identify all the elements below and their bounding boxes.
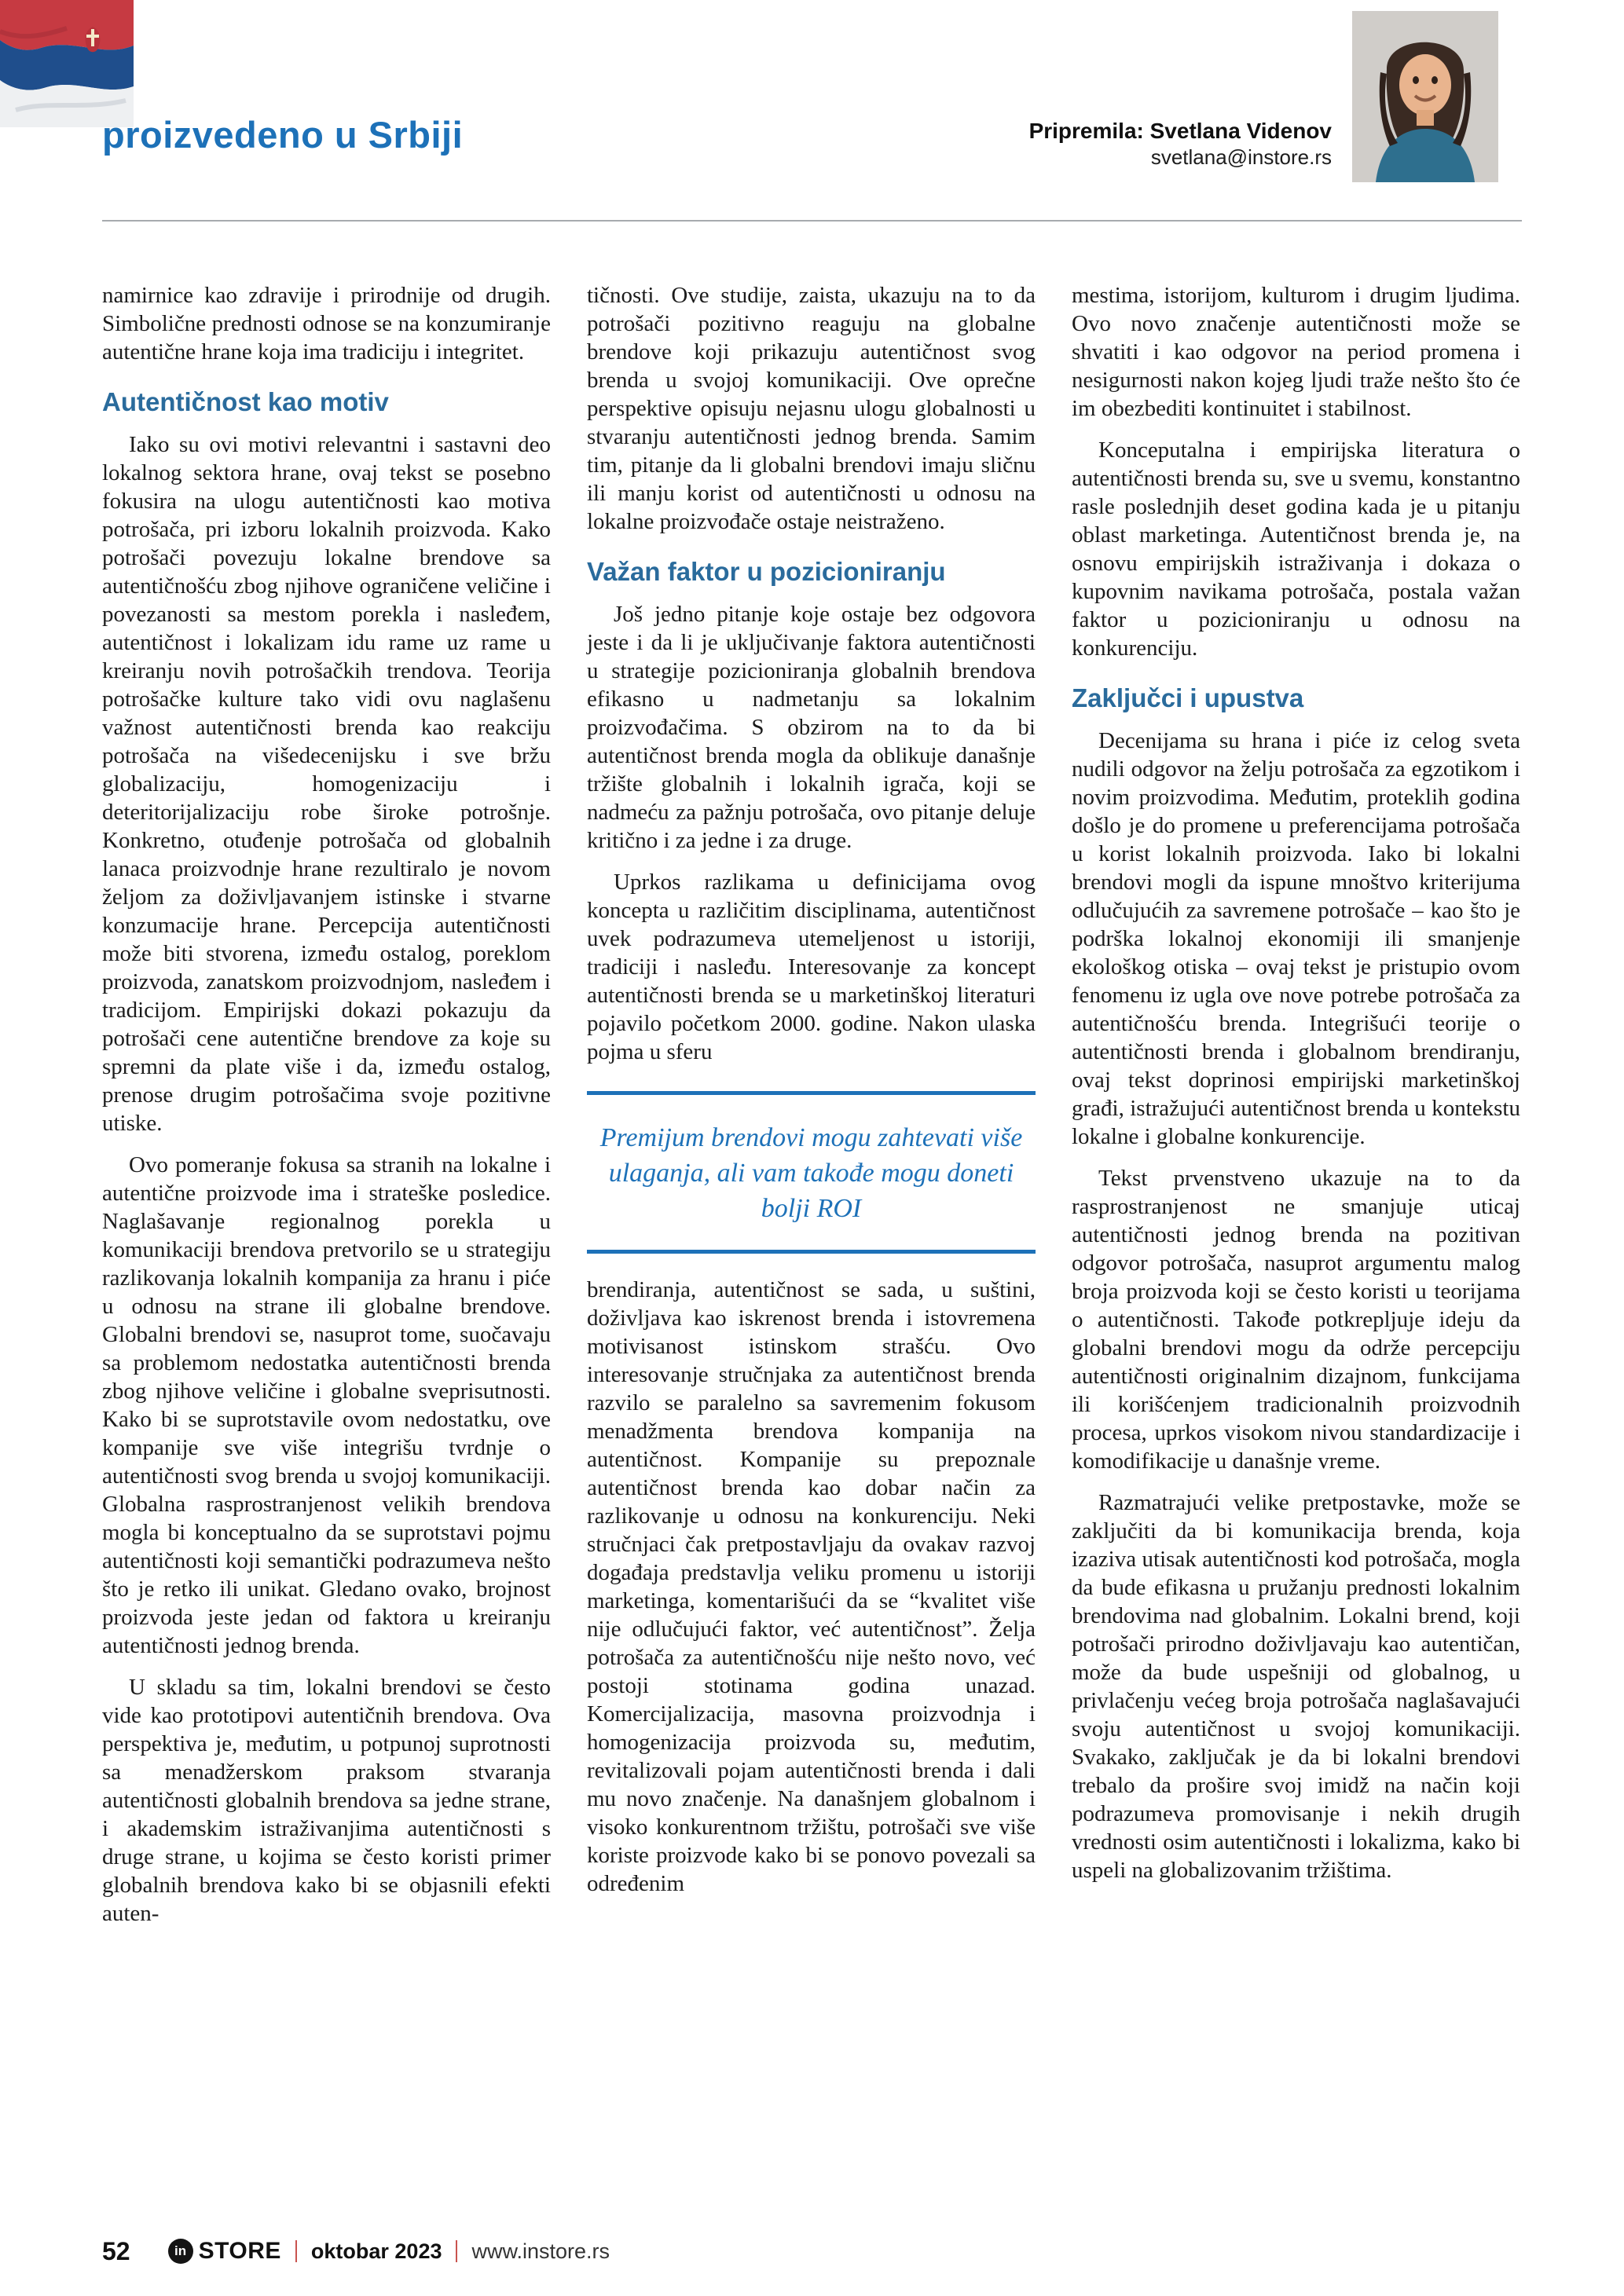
- instore-logo-icon: in: [168, 2239, 193, 2264]
- page-footer: [102, 2236, 610, 2267]
- footer-issue-date: oktobar 2023: [310, 2239, 442, 2263]
- byline-email: svetlana@instore.rs: [1150, 145, 1332, 169]
- author-photo-graphic: [1352, 11, 1498, 182]
- paragraph: Uprkos razlikama u definicijama ovog koncepta u različitim disciplinama, autentičnost uvek podrazumeva utemeljenost u istoriji, tradiciji i nasleđu. Interesovanje za koncept autentičnosti brenda se u marketinškoj literaturi pojavilo početkom 2000. godine. Nakon ulaska pojma u sferu: [587, 870, 1036, 1064]
- instore-logo: [168, 2238, 281, 2265]
- section-heading: Važan faktor u pozicioniranju: [587, 557, 946, 586]
- paragraph: Iako su ovi motivi relevantni i sastavni deo lokalnog sektora hrane, ovaj tekst se posebno fokusira na ulogu autentičnosti kao motiva potrošača, pri izboru lokalnih proizvoda. Kako potrošači povezuju lokalne brendove sa autentičnošću zbog njihove ograničene veličine i povezanosti sa mestom porekla i nasleđem, autentičnost i lokalizam idu rame uz rame u kreiranju novih potrošačkih trendova. Teorija potrošačke kulture tako vidi ovu naglašenu važnost autentičnosti brenda kao reakciju potrošača na višedecenijsku i sve bržu globalizaciju, homogenizaciju i deteritorijalizaciju robe široke potrošnje. Konkretno, otuđenje potrošača od globalnih lanaca proizvodnje hrane rezultiralo je novom željom za doživljavanjem istinske i stvarne konzumacije hrane. Percepcija autentičnosti može biti stvorena, između ostalog, poreklom proizvoda, zanatskom proizvodnjom, nasleđem i tradicijom. Empirijski dokazi pokazuju da potrošači cene autentične brendove za koje su spremni da plate više i da, između ostalog, prenose drugim potrošačima svoje pozitivne utiske.: [102, 432, 551, 1136]
- footer-website: www.instore.rs: [471, 2239, 610, 2263]
- paragraph: Decenijama su hrana i piće iz celog sveta nudili odgovor na želju potrošača za egzotikom i novim proizvodima. Međutim, proteklih godina došlo je do promene u preferencijama potrošača u korist lokalnih proizvoda. Iako bi lokalni brendovi mogli da ispune mnoštvo kriterijuma odlučujućih za savremene potrošače – kao što je podrška lokalnoj ekonomiji ili smanjenje ekološkog otiska – ovaj tekst je pristupio ovom fenomenu iz ugla ove nove potrebe potrošača za autentičnošću brenda. Integrišući teorije o autentičnosti brenda i globalnom brendiranju, ovaj tekst doprinosi empirijski marketinškoj građi, istražujući autentičnost brenda u kontekstu lokalne i globalne konkurencije.: [1072, 728, 1520, 1149]
- column-3: [1072, 281, 1520, 2228]
- article-body: [102, 281, 1522, 2228]
- section-heading: Autentičnost kao motiv: [102, 387, 389, 416]
- author-photo: [1352, 11, 1498, 182]
- column-2: [587, 281, 1036, 2228]
- paragraph: mestima, istorijom, kulturom i drugim ljudima. Ovo novo značenje autentičnosti može se shvatiti i kao odgovor na period promena i nesigurnosti nakon kojeg ljudi traže nešto što će im obezbediti kontinuitet i stabilnost.: [1072, 283, 1520, 421]
- serbia-flag-image: [0, 0, 134, 127]
- footer-separator: [456, 2240, 457, 2262]
- paragraph: Još jedno pitanje koje ostaje bez odgovora jeste i da li je uključivanje faktora autentičnosti u strategije pozicioniranja globalnih brendova efikasno u nadmetanju sa lokalnim proizvođačima. S obzirom na to da bi autentičnost brenda mogla da oblikuje današnje tržište globalnih i lokalnih igrača, koji se nadmeću za pažnju potrošača, ovo pitanje deluje kritično i za jedne i za druge.: [587, 602, 1036, 853]
- paragraph: Ovo pomeranje fokusa sa stranih na lokalne i autentične proizvode ima i strateške posledice. Naglašavanje regionalnog porekla u komunikaciji brendova pretvorilo se u strategiju razlikovanja lokalnih kompanija za hranu i piće u odnosu na strane ili globalne brendove. Globalni brendovi se, nasuprot tome, suočavaju sa problemom nedostatka autentičnosti brenda zbog njihove veličine i globalne sveprisutnosti. Kako bi se suprotstavile ovom nedostatku, ove kompanije sve više integrišu tvrdnje o autentičnosti svog brenda u svojoj komunikaciji. Globalna rasprostranjenost velikih brendova mogla bi konceptualno da se suprotstavi pojmu autentičnosti koji semantički podrazumeva nešto što je retko ili unikat. Gledano ovako, brojnost proizvoda jeste jedan od faktora u kreiranju autentičnosti jednog brenda.: [102, 1152, 551, 1658]
- paragraph: namirnice kao zdravije i prirodnije od drugih. Simbolične prednosti odnose se na konzumiranje autentične hrane koja ima tradiciju i integritet.: [102, 283, 551, 364]
- byline-block: [1029, 118, 1332, 170]
- section-heading: Zaključci i upustva: [1072, 683, 1304, 712]
- pull-quote: Premijum brendovi mogu zahtevati više ulaganja, ali vam takođe mogu doneti bolji ROI: [587, 1091, 1036, 1254]
- column-1: [102, 281, 551, 2228]
- instore-logo-text: STORE: [198, 2238, 281, 2264]
- paragraph: tičnosti. Ove studije, zaista, ukazuju na to da potrošači pozitivno reaguju na globalne brendove koji prikazuju autentičnost svog brenda u svojoj komunikaciji. Ove oprečne perspektive opisuju nejasnu ulogu globalnosti u stvaranju autentičnosti jednog brenda. Samim tim, pitanje da li globalni brendovi imaju sličnu ili manju korist od autentičnosti u odnosu na lokalne proizvođače ostaje neistraženo.: [587, 283, 1036, 534]
- page-title: proizvedeno u Srbiji: [102, 114, 464, 156]
- paragraph: Razmatrajući velike pretpostavke, može se zaključiti da bi komunikacija brenda, koja izaziva utisak autentičnosti kod potrošača, mogla da bude efikasna u pružanju prednosti lokalnim brendovima nad globalnim. Lokalni brend, koji potrošači prirodno doživljavaju kao autentičan, može da bude uspešniji od globalnog, u privlačenju većeg broja potrošača naglašavajući svoju autentičnost u svojoj komunikaciji. Svakako, zaključak je da bi lokalni brendovi trebalo da prošire svoj imidž na način koji podrazumeva promovisanje i nekih drugih vrednosti osim autentičnosti i lokalizma, kako bi uspeli na globalizovanim tržištima.: [1072, 1490, 1520, 1883]
- page-number: 52: [102, 2236, 130, 2265]
- paragraph: Tekst prvenstveno ukazuje na to da rasprostranjenost ne smanjuje uticaj autentičnosti jednog brenda na pozitivan odgovor potrošača, nasuprot argumentu malog broja proizvoda koji se često koristi u teorijama o autentičnosti. Takođe potkrepljuje ideju da globalni brendovi mogu da održe percepciju autentičnosti originalnim dizajnom, funkcijama ili korišćenjem tradicionalnih proizvodnih procesa, uprkos visokom nivou standardizacije i komodifikacije u današnje vreme.: [1072, 1166, 1520, 1474]
- serbia-flag-graphic: [0, 0, 134, 127]
- header-divider: [102, 220, 1522, 222]
- footer-separator: [295, 2240, 297, 2262]
- paragraph: Konceputalna i empirijska literatura o autentičnosti brenda su, sve u svemu, konstantno rasle poslednjih deset godina kada je u pitanju oblast marketinga. Autentičnost brenda je, na osnovu empirijskih istraživanja i dokaza o kupovnim navikama potrošača, postala važan faktor u pozicioniranju u odnosu na konkurenciju.: [1072, 438, 1520, 661]
- byline-author: Pripremila: Svetlana Videnov: [1028, 119, 1332, 143]
- paragraph: brendiranja, autentičnost se sada, u suštini, doživljava kao iskrenost brenda i istovremena motivisanost istinskom strašću. Ovo interesovanje stručnjaka za autentičnost brenda razvilo se paralelno sa savremenim fokusom menadžmenta brendova kompanija na autentičnost. Kompanije su prepoznale autentičnost brenda kao dobar način za razlikovanje u odnosu na konkurenciju. Neki stručnjaci čak pretpostavljaju da ovakav razvoj događaja predstavlja veliku promenu u istoriji marketinga, komentarišući da se “kvalitet više nije odlučujući faktor, već autentičnost”. Želja potrošača za autentičnošću nije nešto novo, već postoji stotinama godina unazad. Komercijalizacija, masovna proizvodnja i homogenizacija proizvoda su, međutim, revitalizovali pojam autentičnosti brenda i dali mu novo značenje. Na današnjem globalnom i visoko konkurentnom tržištu, potrošači sve više koriste proizvode kako bi se ponovo povezali sa određenim: [587, 1277, 1036, 1896]
- paragraph: U skladu sa tim, lokalni brendovi se često vide kao prototipovi autentičnih brendova. Ova perspektiva je, međutim, u potpunoj suprotnosti sa menadžerskom praksom stvaranja autentičnosti globalnih brendova sa jedne strane, i akademskim istraživanjima autentičnosti s druge strane, u kojima se često koristi primer globalnih brendova kako bi se objasnili efekti auten-: [102, 1675, 551, 1926]
